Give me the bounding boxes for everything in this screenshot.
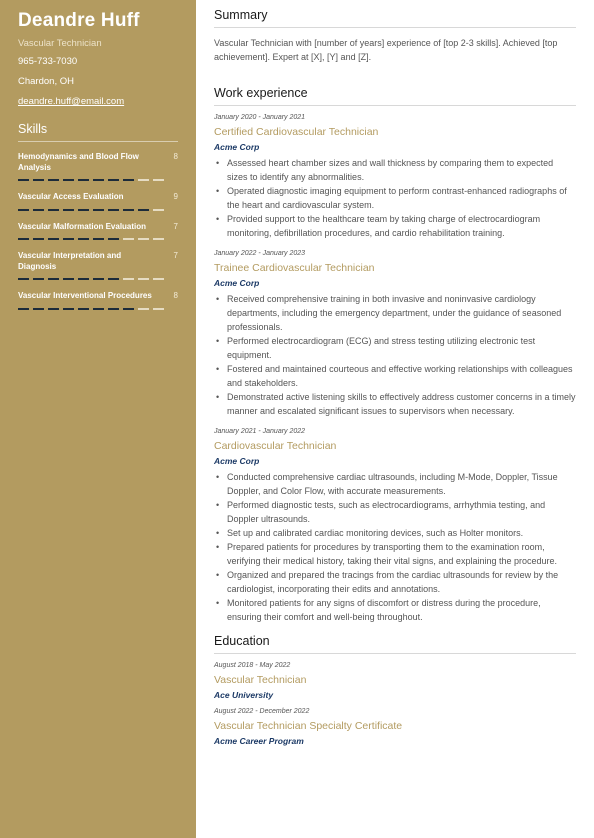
skill-level: 7: [173, 251, 178, 260]
phone-number: 965-733-7030: [18, 56, 78, 67]
sidebar: [0, 0, 196, 838]
job-entry: [214, 250, 576, 418]
skill-item: [18, 251, 178, 280]
skill-name: Vascular Interpretation and Diagnosis: [18, 251, 122, 271]
skill-item: [18, 291, 178, 310]
job-dates: January 2020 - January 2021: [214, 114, 306, 121]
skill-dash-filled: [33, 278, 44, 280]
skill-dash-filled: [63, 278, 74, 280]
candidate-name: Deandre Huff: [18, 10, 140, 31]
company-name: Acme Corp: [214, 456, 260, 466]
job-bullet: • Set up and calibrated cardiac monitoring devices, such as Holter monitors.: [214, 526, 576, 540]
summary-heading: Summary: [214, 8, 576, 28]
company-name: Acme Corp: [214, 142, 260, 152]
skill-dash-filled: [108, 179, 119, 181]
skill-dash-filled: [33, 209, 44, 211]
education-heading: Education: [214, 634, 576, 654]
skill-dash-filled: [108, 209, 119, 211]
skill-dash-filled: [33, 308, 44, 310]
job-title: Certified Cardiovascular Technician: [214, 126, 379, 138]
skill-dash-empty: [138, 179, 149, 181]
job-bullet: • Organized and prepared the tracings from the cardiac ultrasounds for review by the cardiologist, incorporating their edits and annotations.: [214, 568, 576, 596]
job-dates: January 2021 - January 2022: [214, 428, 306, 435]
skill-name: Vascular Access Evaluation: [18, 192, 124, 201]
skill-dash-filled: [33, 238, 44, 240]
skill-dash-filled: [48, 278, 59, 280]
skill-dash-filled: [63, 238, 74, 240]
school-name: Ace University: [214, 690, 274, 700]
skill-dash-empty: [138, 238, 149, 240]
skill-dash-filled: [93, 238, 104, 240]
job-title: Trainee Cardiovascular Technician: [214, 262, 375, 274]
skill-dash-filled: [33, 179, 44, 181]
summary-text: Vascular Technician with [number of years] experience of [top 2-3 skills]. Achieved [top achievement]. Expert at [X], [Y] and [Z].: [214, 38, 558, 62]
skill-dash-filled: [78, 238, 89, 240]
skill-dash-filled: [108, 308, 119, 310]
skill-dash-filled: [93, 179, 104, 181]
skill-dash-empty: [153, 278, 164, 280]
skill-dash-filled: [18, 238, 29, 240]
job-dates: January 2022 - January 2023: [214, 250, 306, 257]
skill-dash-filled: [78, 209, 89, 211]
job-entry: [214, 428, 576, 624]
skill-dash-filled: [78, 179, 89, 181]
job-bullet: • Conducted comprehensive cardiac ultrasounds, including M-Mode, Doppler, Tissue Doppler, and Color Flow, with accurate measurements.: [214, 470, 576, 498]
skill-rating-bar: [18, 308, 178, 310]
education-section: [214, 634, 576, 746]
job-bullet: • Performed diagnostic tests, such as electrocardiograms, arrhythmia testing, and Doppler ultrasounds.: [214, 498, 576, 526]
job-bullet: • Prepared patients for procedures by transporting them to the examination room, verifying their medical history, taking their vital signs, and explaining the procedure.: [214, 540, 576, 568]
skill-dash-filled: [123, 209, 134, 211]
education-dates: August 2022 - December 2022: [214, 708, 310, 715]
skill-dash-filled: [93, 308, 104, 310]
education-entry: [214, 662, 576, 700]
skills-list: [18, 152, 178, 310]
school-name: Acme Career Program: [214, 736, 304, 746]
skill-level: 8: [173, 152, 178, 161]
skill-dash-empty: [138, 308, 149, 310]
skill-level: 9: [173, 192, 178, 201]
skill-rating-bar: [18, 278, 178, 280]
skill-dash-empty: [153, 238, 164, 240]
skill-item: [18, 152, 178, 181]
company-name: Acme Corp: [214, 278, 260, 288]
skill-dash-filled: [93, 278, 104, 280]
summary-section: [214, 8, 576, 64]
job-bullet: • Received comprehensive training in both invasive and noninvasive cardiology departments, including the emergency department, under the guidance of seasoned professionals.: [214, 292, 576, 334]
skill-item: [18, 192, 178, 211]
skill-dash-filled: [138, 209, 149, 211]
skill-rating-bar: [18, 209, 178, 211]
job-entry: [214, 114, 576, 240]
job-bullets: [214, 156, 576, 240]
skill-rating-bar: [18, 179, 178, 181]
skill-name: Vascular Interventional Procedures: [18, 291, 152, 300]
job-title: Cardiovascular Technician: [214, 440, 337, 452]
skill-dash-empty: [138, 278, 149, 280]
skill-dash-empty: [153, 209, 164, 211]
education-dates: August 2018 - May 2022: [214, 662, 291, 669]
skill-item: [18, 222, 178, 241]
skill-dash-filled: [63, 308, 74, 310]
skill-dash-filled: [48, 238, 59, 240]
skill-level: 7: [173, 221, 178, 231]
candidate-title: Vascular Technician: [18, 38, 102, 49]
skill-level: 8: [173, 291, 178, 300]
skill-dash-filled: [63, 209, 74, 211]
skill-dash-filled: [108, 278, 119, 280]
skill-dash-filled: [123, 179, 134, 181]
skill-dash-filled: [18, 278, 29, 280]
job-bullet: • Operated diagnostic imaging equipment to perform contrast-enhanced radiographs of the heart and cardiovascular system.: [214, 184, 576, 212]
job-bullets: [214, 292, 576, 418]
skill-dash-empty: [153, 179, 164, 181]
degree-title: Vascular Technician Specialty Certificate: [214, 720, 403, 732]
skill-name: Vascular Malformation Evaluation: [18, 221, 147, 231]
skill-dash-filled: [18, 308, 29, 310]
skill-dash-filled: [48, 179, 59, 181]
job-bullet: • Provided support to the healthcare team by taking charge of electrocardiogram monitoring, defibrillation procedures, and cardio rehabilitation training.: [214, 212, 576, 240]
experience-section: [214, 86, 576, 624]
skill-dash-empty: [123, 278, 134, 280]
job-bullet: • Monitored patients for any signs of discomfort or distress during the procedure, ensuring their comfort and well-being throughout.: [214, 596, 576, 624]
skill-dash-filled: [63, 179, 74, 181]
skill-dash-filled: [18, 179, 29, 181]
skill-dash-filled: [123, 308, 134, 310]
skill-dash-empty: [123, 238, 134, 240]
skill-dash-filled: [108, 238, 119, 240]
location: Chardon, OH: [18, 76, 74, 87]
education-entry: [214, 708, 576, 746]
job-bullet: • Performed electrocardiogram (ECG) and stress testing utilizing electronic test equipment.: [214, 334, 576, 362]
skill-dash-filled: [48, 209, 59, 211]
degree-title: Vascular Technician: [214, 674, 307, 686]
skill-dash-empty: [153, 308, 164, 310]
skills-heading: Skills: [18, 122, 178, 142]
main-content: [214, 8, 576, 754]
job-bullet: • Demonstrated active listening skills to effectively address customer concerns in a timely manner and escalated significant issues to supervisors when necessary.: [214, 390, 576, 418]
skill-dash-filled: [18, 209, 29, 211]
skill-dash-filled: [78, 308, 89, 310]
skill-name: Hemodynamics and Blood Flow Analysis: [18, 152, 139, 172]
job-bullet: • Fostered and maintained courteous and effective working relationships with colleagues and stakeholders.: [214, 362, 576, 390]
skill-dash-filled: [78, 278, 89, 280]
experience-heading: Work experience: [214, 86, 576, 106]
skill-dash-filled: [48, 308, 59, 310]
job-bullets: [214, 470, 576, 624]
skill-rating-bar: [18, 238, 178, 240]
email-link[interactable]: deandre.huff@email.com: [18, 96, 125, 107]
skill-dash-filled: [93, 209, 104, 211]
job-bullet: • Assessed heart chamber sizes and wall thickness by comparing them to expected sizes to identify any abnormalities.: [214, 156, 576, 184]
